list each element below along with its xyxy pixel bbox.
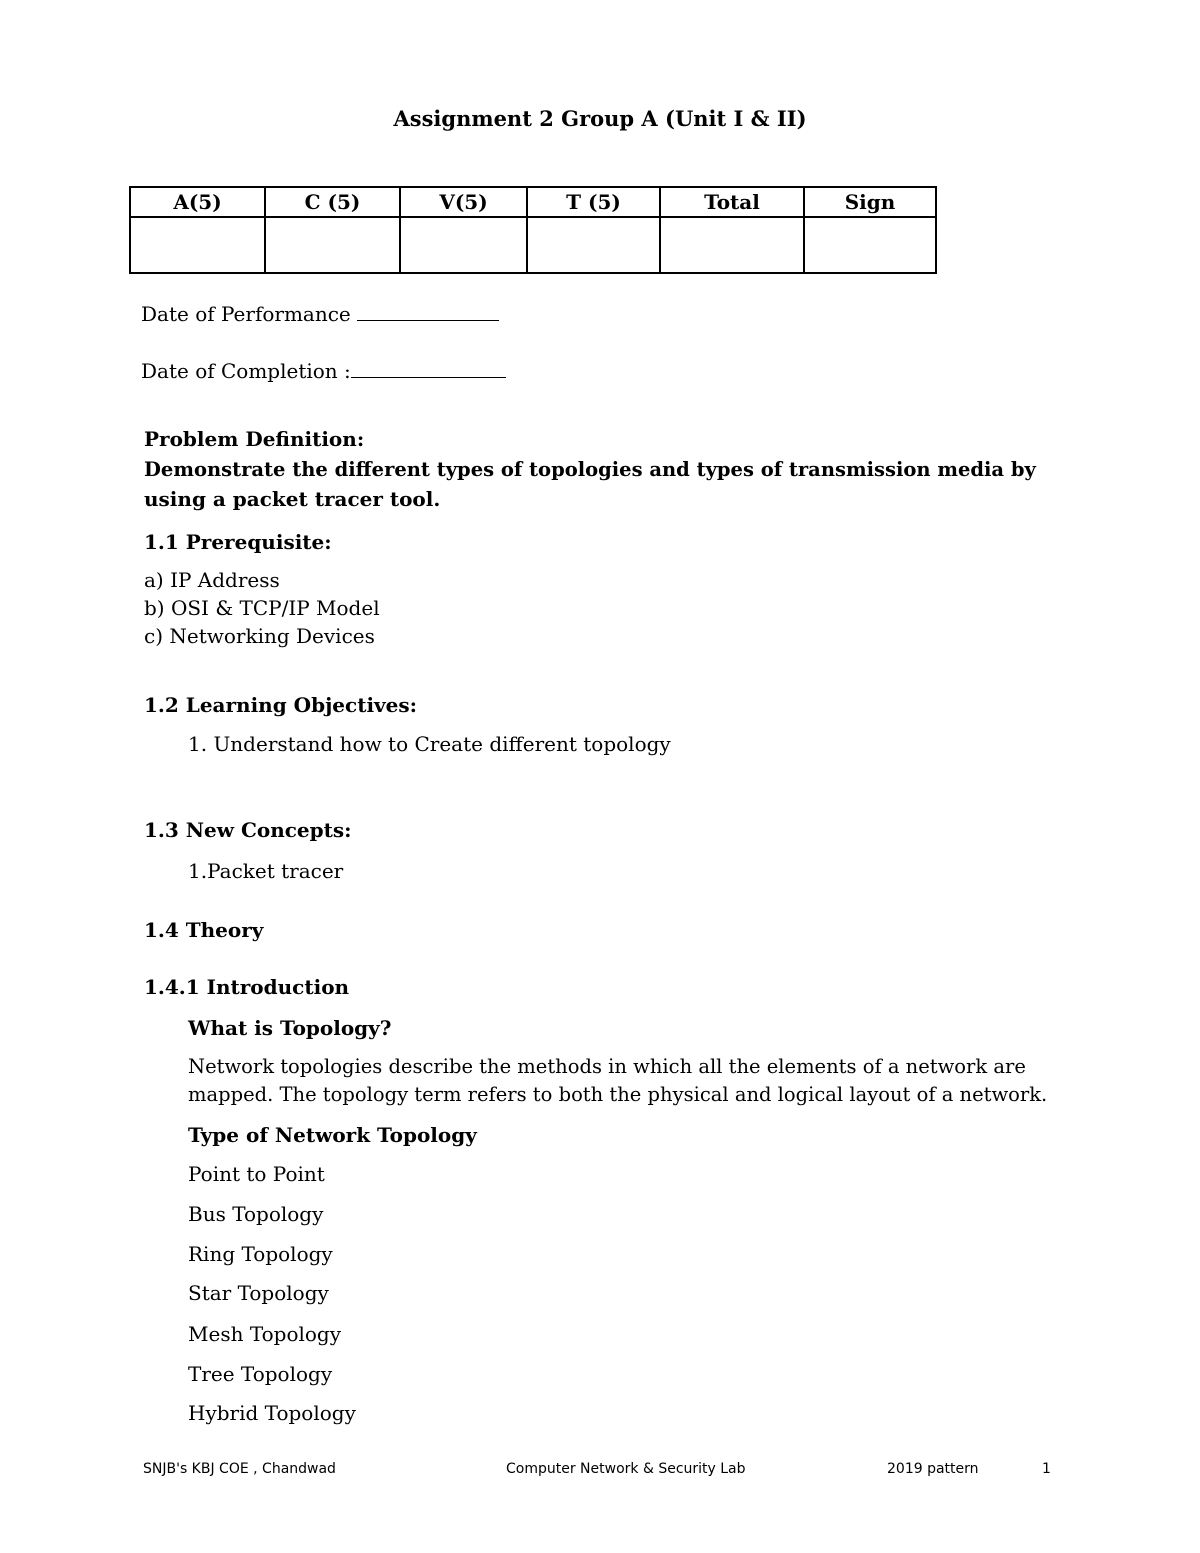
footer-course: Computer Network & Security Lab xyxy=(506,1461,746,1477)
grade-cell-v xyxy=(400,217,527,273)
types-heading: Type of Network Topology xyxy=(188,1123,477,1147)
grade-cell-a xyxy=(130,217,265,273)
paragraph-line-1: Network topologies describe the methods in which all the elements of a network are xyxy=(188,1055,1026,1078)
topology-hybrid: Hybrid Topology xyxy=(188,1401,356,1425)
intro-heading: 1.4.1 Introduction xyxy=(144,975,350,999)
grade-header-v: V(5) xyxy=(400,187,527,217)
footer-page-number: 1 xyxy=(1042,1461,1051,1477)
grade-header-a: A(5) xyxy=(130,187,265,217)
grade-value-row xyxy=(130,217,936,273)
date-performance-row xyxy=(141,300,499,326)
concepts-heading: 1.3 New Concepts: xyxy=(144,818,352,842)
grade-table xyxy=(129,186,937,274)
topology-star: Star Topology xyxy=(188,1281,329,1305)
topology-ring: Ring Topology xyxy=(188,1242,333,1266)
date-performance-label: Date of Performance xyxy=(141,302,351,326)
date-completion-blank xyxy=(351,357,506,378)
concepts-item: 1.Packet tracer xyxy=(188,859,344,883)
paragraph-line-2: mapped. The topology term refers to both the physical and logical layout of a network. xyxy=(188,1083,1048,1106)
grade-cell-sign xyxy=(804,217,936,273)
topology-mesh: Mesh Topology xyxy=(188,1322,342,1346)
theory-heading: 1.4 Theory xyxy=(144,918,264,942)
grade-header-total: Total xyxy=(660,187,804,217)
date-completion-row xyxy=(141,357,506,383)
date-performance-blank xyxy=(357,300,499,321)
grade-cell-c xyxy=(265,217,400,273)
prereq-heading: 1.1 Prerequisite: xyxy=(144,530,332,554)
objectives-heading: 1.2 Learning Objectives: xyxy=(144,693,418,717)
grade-header-sign: Sign xyxy=(804,187,936,217)
problem-line-1: Demonstrate the different types of topologies and types of transmission media by xyxy=(144,458,1036,481)
grade-cell-t xyxy=(527,217,660,273)
prereq-item-1: a) IP Address xyxy=(144,568,280,592)
date-completion-label: Date of Completion : xyxy=(141,359,351,383)
topology-bus: Bus Topology xyxy=(188,1202,324,1226)
grade-cell-total xyxy=(660,217,804,273)
grade-header-c: C (5) xyxy=(265,187,400,217)
what-heading: What is Topology? xyxy=(188,1016,392,1040)
grade-header-t: T (5) xyxy=(527,187,660,217)
grade-header-row xyxy=(130,187,936,217)
topology-tree: Tree Topology xyxy=(188,1362,333,1386)
prereq-item-3: c) Networking Devices xyxy=(144,624,375,648)
page-title: Assignment 2 Group A (Unit I & II) xyxy=(393,106,807,131)
footer-pattern: 2019 pattern xyxy=(887,1461,979,1477)
problem-heading: Problem Definition: xyxy=(144,427,365,451)
objectives-item: 1. Understand how to Create different topology xyxy=(188,732,671,756)
prereq-item-2: b) OSI & TCP/IP Model xyxy=(144,596,380,620)
problem-line-2: using a packet tracer tool. xyxy=(144,487,441,511)
topology-point-to-point: Point to Point xyxy=(188,1162,325,1186)
footer-institution: SNJB's KBJ COE , Chandwad xyxy=(143,1461,336,1477)
